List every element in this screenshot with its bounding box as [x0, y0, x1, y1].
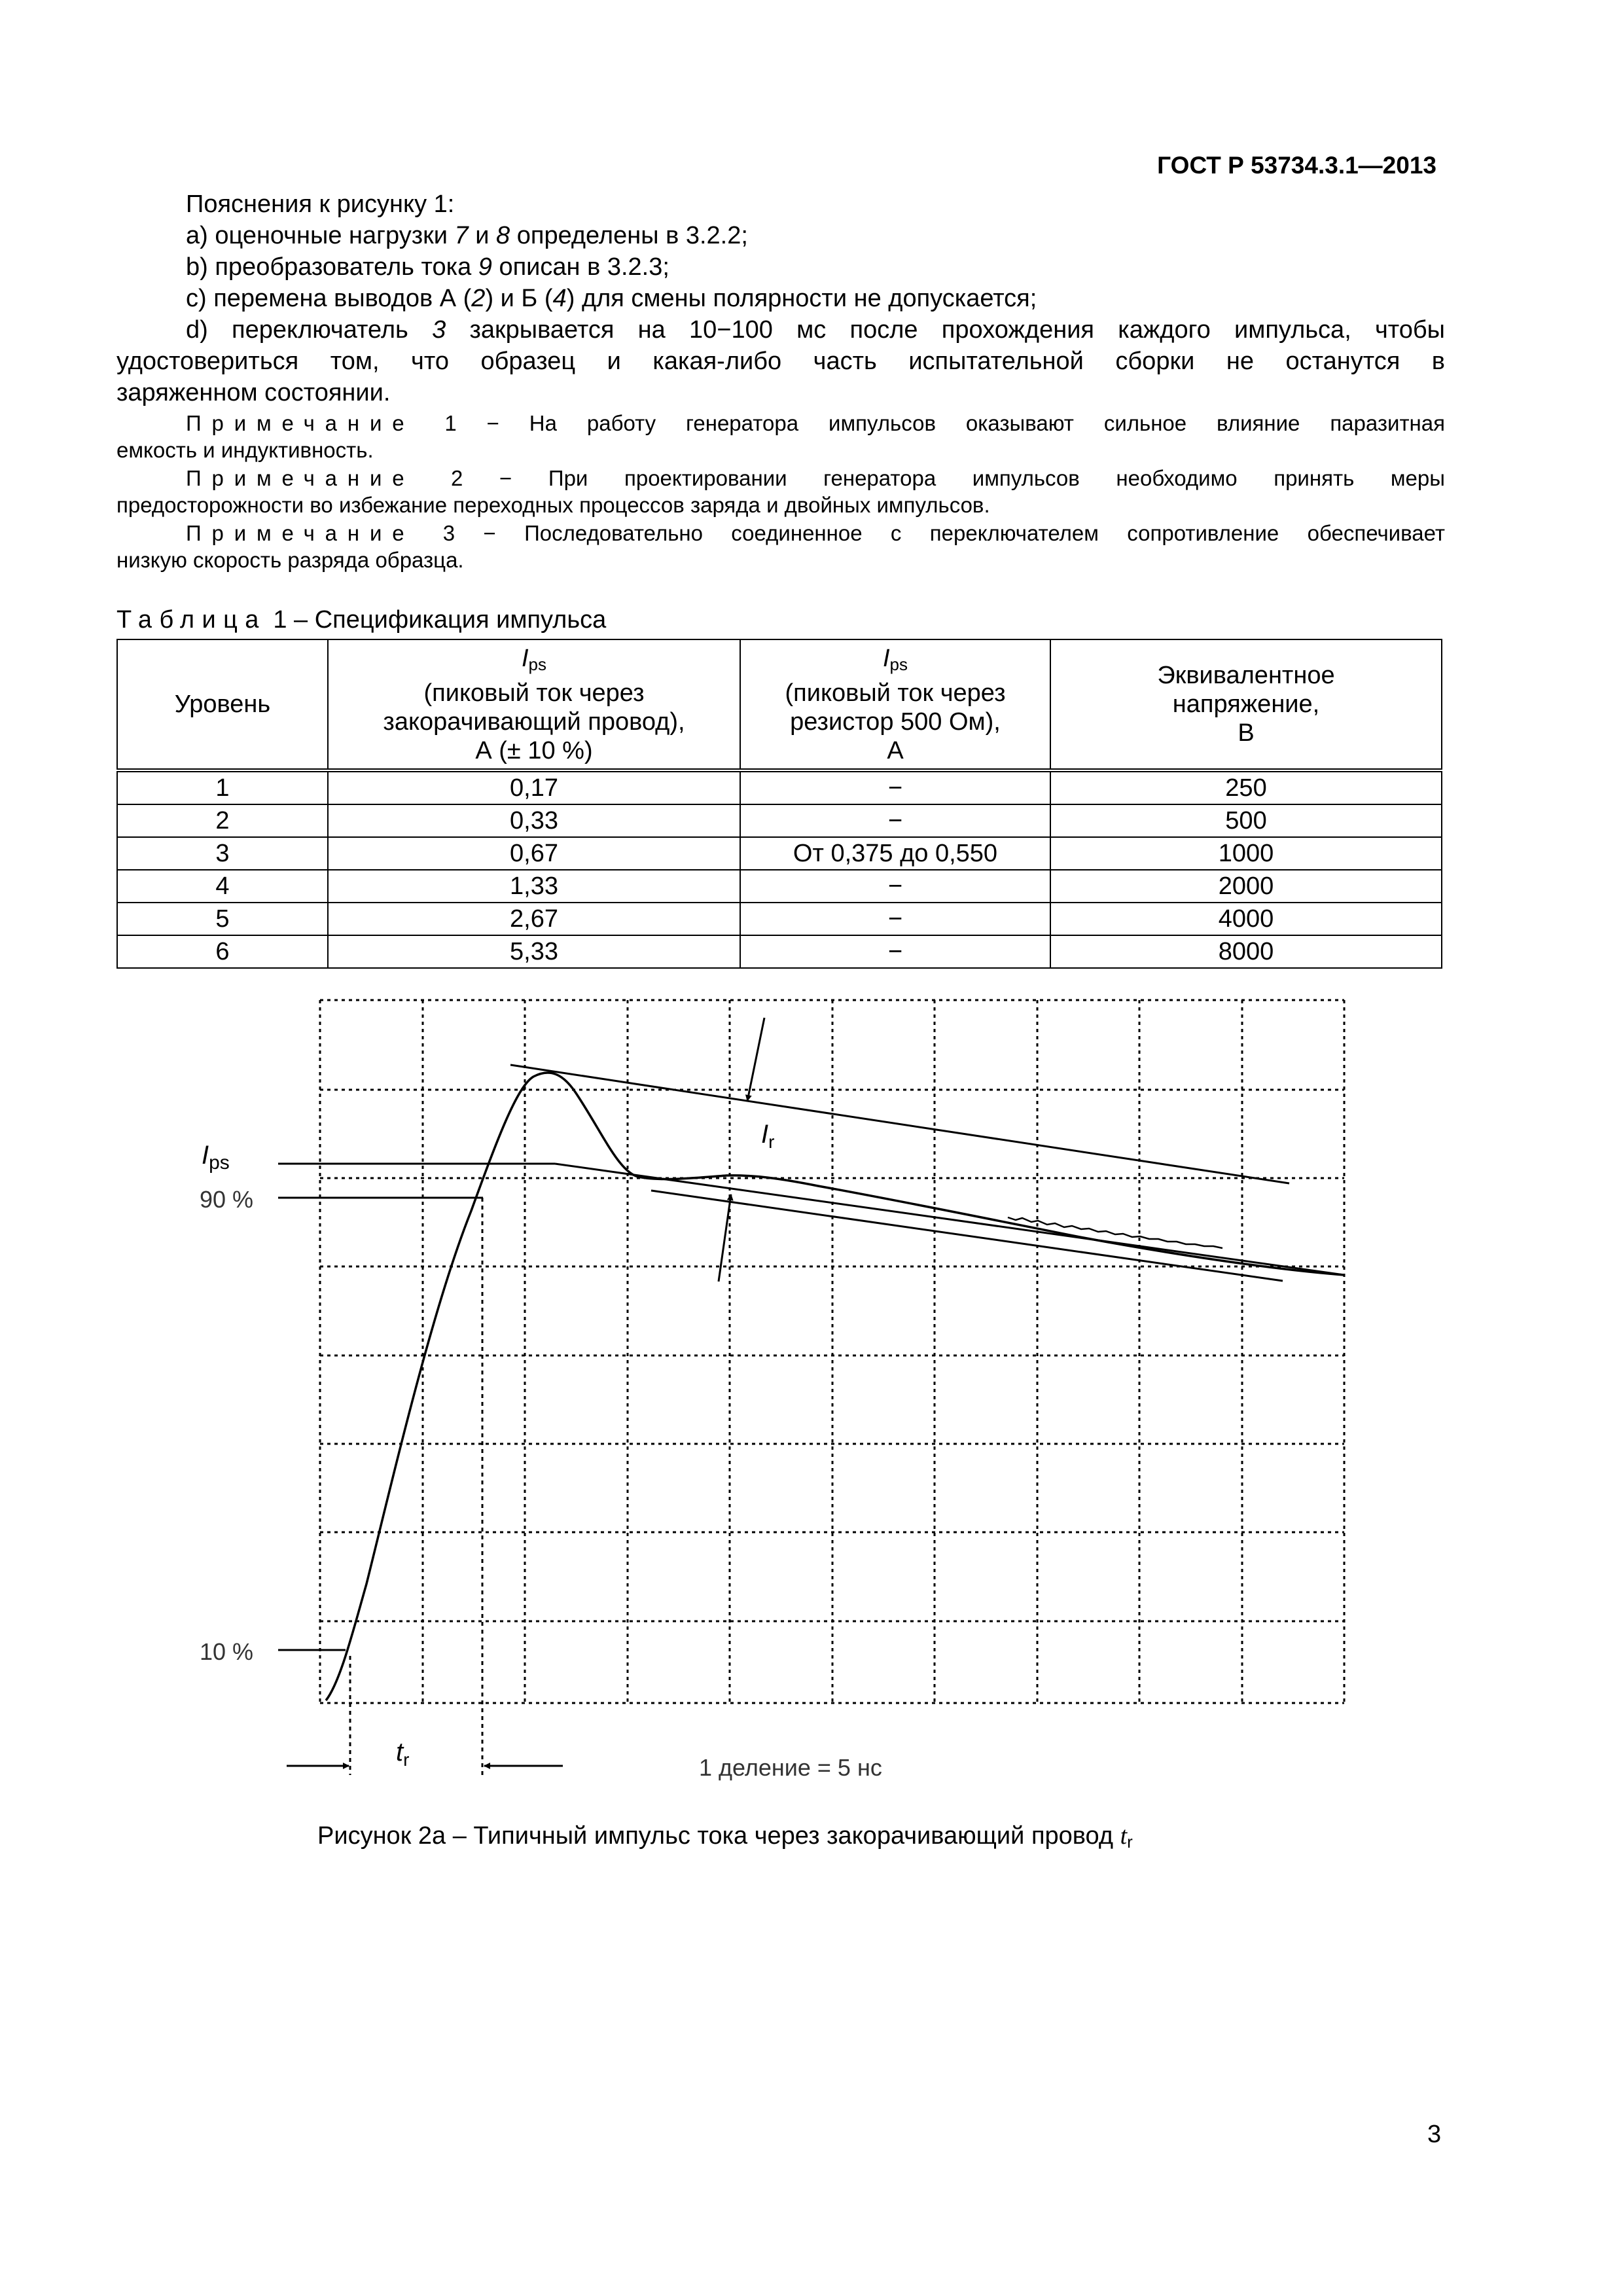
explanation-c: с) перемена выводов А (2) и Б (4) для смены полярности не допускается; [186, 285, 1037, 312]
note-label: Примечание [186, 411, 415, 435]
tr-label: $t_r$ [396, 1738, 410, 1770]
table-row: 4 1,33 − 2000 [117, 870, 1442, 903]
table-row: 6 5,33 − 8000 [117, 935, 1442, 968]
note-label: Примечание [186, 466, 415, 490]
ips-label: $I_{ps}$ [202, 1141, 230, 1174]
oscilloscope-grid [320, 1000, 1344, 1703]
header-level: Уровень [117, 639, 328, 770]
table-row: 3 0,67 От 0,375 до 0,550 1000 [117, 837, 1442, 870]
explanation-d-line3: заряженном состоянии. [116, 379, 391, 406]
explanation-d-line2: удостовериться том, что образец и какая-либо часть испытательной сборки не останутся в [116, 348, 1445, 375]
note-2: Примечание 2 − При проектировании генератора импульсов необходимо принять меры предосторожности во избежание переходных процессов заряда и двойных импульсов. [116, 466, 1445, 517]
explanations-title: Пояснения к рисунку 1: [186, 190, 455, 218]
header-ips-wire: $I_{ps}$ (пиковый ток через закорачивающий провод), А (± 10 %) [328, 639, 740, 770]
table-row: 2 0,33 − 500 [117, 804, 1442, 837]
page-number: 3 [1427, 2121, 1442, 2148]
figure-caption: Рисунок 2a – Типичный импульс тока через закорачивающий провод tr [317, 1822, 1133, 1852]
header-ips-resistor: $I_{ps}$ (пиковый ток через резистор 500 Ом), А [740, 639, 1050, 770]
ir-arrow-upper [747, 1018, 764, 1101]
pulse-waveform [326, 1073, 1344, 1700]
ir-label: $I_r$ [761, 1120, 775, 1152]
ten-percent-label: 10 % [200, 1638, 254, 1665]
document-header: ГОСТ Р 53734.3.1—2013 [1157, 152, 1436, 179]
explanation-a: а) оценочные нагрузки 7 и 8 определены в 3.2.2; [186, 222, 748, 249]
note-3: Примечание 3 − Последовательно соединенное с переключателем сопротивление обеспечивает низкую скорость разряда образца. [116, 521, 1445, 572]
table-row: 5 2,67 − 4000 [117, 903, 1442, 935]
table-title: Таблица 1 – Спецификация импульса [116, 606, 607, 634]
note-label: Примечание [186, 521, 415, 545]
header-voltage: Эквивалентное напряжение, В [1050, 639, 1442, 770]
table-row: 1 0,17 − 250 [117, 770, 1442, 804]
explanation-b: b) преобразователь тока 9 описан в 3.2.3; [186, 253, 669, 281]
note-1: Примечание 1 − На работу генератора импульсов оказывают сильное влияние паразитная емкость и индуктивность. [116, 411, 1445, 462]
explanation-d-line1: d) переключатель 3 закрывается на 10−100 мс после прохождения каждого импульса, чтобы [186, 316, 1445, 344]
division-note: 1 деление = 5 нс [699, 1754, 882, 1781]
ninety-percent-label: 90 % [200, 1186, 254, 1213]
